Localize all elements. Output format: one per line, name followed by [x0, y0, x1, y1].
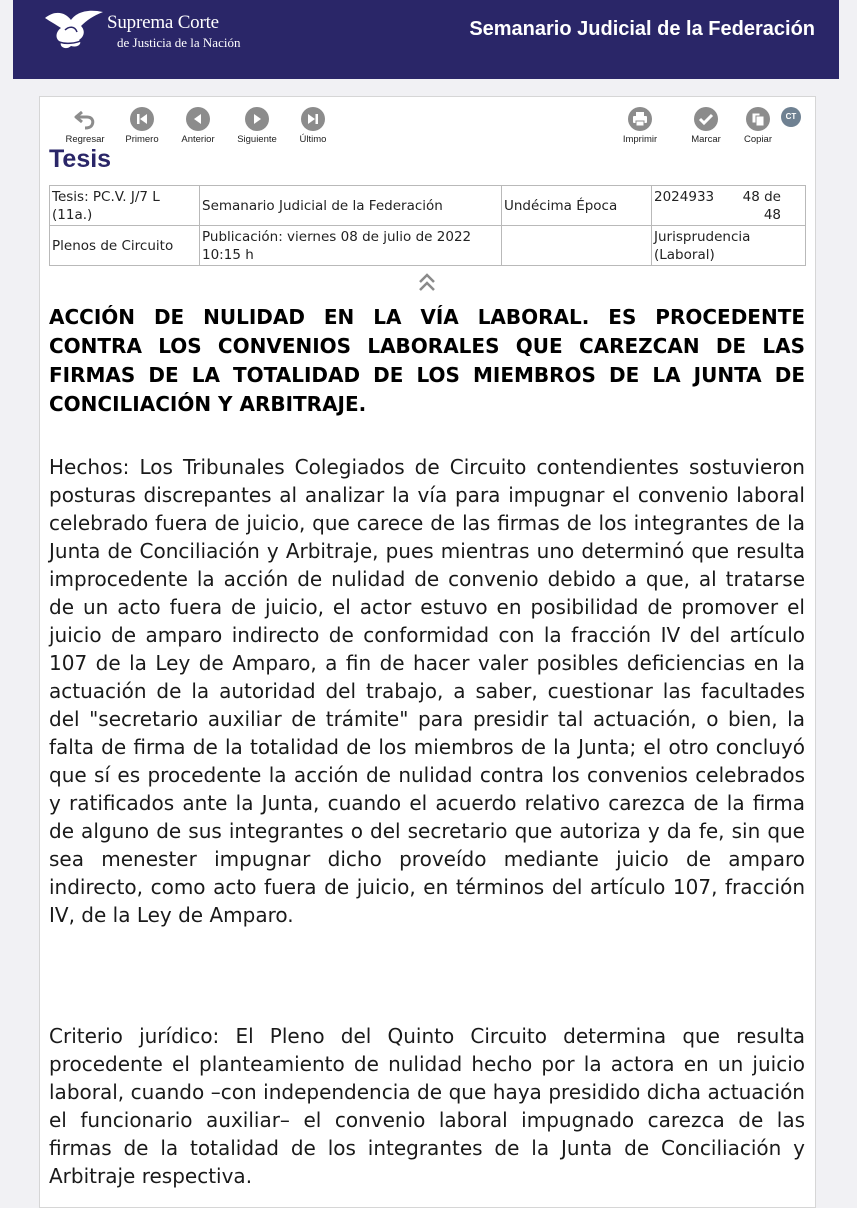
return-arrow-icon: [73, 107, 97, 131]
ultimo-button[interactable]: [285, 107, 341, 147]
tesis-heading: ACCIÓN DE NULIDAD EN LA VÍA LABORAL. ES PROCEDENTE CONTRA LOS CONVENIOS LABORALES QUE CAREZCAN DE LAS FIRMAS DE LA TOTALIDAD DE LOS MIEMBROS DE LA JUNTA DE CONCILIACIÓN Y ARBITRAJE.: [49, 305, 805, 416]
eagle-emblem-icon: [41, 6, 107, 50]
logo-title: Suprema Corte: [107, 12, 219, 33]
table-row: [50, 226, 806, 266]
copiar-button[interactable]: [730, 107, 786, 147]
registro-cell: [652, 186, 806, 226]
marcar-label: Marcar: [691, 134, 721, 145]
hechos-paragraph: Hechos: Los Tribunales Colegiados de Circuito contendientes sostuvieron posturas discrepantes al analizar la vía para impugnar el convenio laboral celebrado fuera de juicio, que carece de las firmas de los integrantes de la Junta de Conciliación y Arbitraje, pues mientras uno determinó que resulta improcedente la acción de nulidad de convenio debido a que, al tratarse de un acto fuera de juicio, el actor estuvo en posibilidad de promover el juicio de amparo indirecto de conformidad con la fracción IV del artículo 107 de la Ley de Amparo, a fin de hacer valer posibles deficiencias en la actuación de la autoridad del trabajo, a saber, cuestionar las facultades del "secretario auxiliar de trámite" para presidir tal actuación, o bien, la falta de firma de la totalidad de los miembros de la Junta; el otro concluyó que sí es procedente la acción de nulidad contra los convenios celebrados y ratificados ante la Junta, cuando el acuerdo relativo carezca de la firma de alguno de sus integrantes o del secretario que autoriza y da fe, sin que sea menester impugnar dicho proveído mediante juicio de amparo indirecto, como acto fuera de juicio, en términos del artículo 107, fracción IV, de la Ley de Amparo.: [49, 455, 805, 927]
scjn-logo[interactable]: [41, 6, 241, 50]
site-header: [13, 0, 839, 79]
epoca-cell: Undécima Época: [502, 186, 652, 226]
registro-number: 2024933: [654, 188, 715, 205]
marcar-button[interactable]: [678, 107, 734, 147]
siguiente-button[interactable]: [229, 107, 285, 147]
criterio-paragraph: Criterio jurídico: El Pleno del Quinto Circuito determina que resulta procedente el planteamiento de nulidad hecho por la actora en un juicio laboral, cuando –con independencia de que haya presidido dicha actuación el funcionario auxiliar– el convenio laboral impugnado carezca de las firmas de la totalidad de los integrantes de la Junta de Conciliación y Arbitraje respectiva.: [49, 1024, 805, 1188]
copy-icon: [746, 107, 770, 131]
site-title: Semanario Judicial de la Federación: [469, 18, 815, 40]
siguiente-label: Siguiente: [237, 134, 277, 145]
tipo-cell: Jurisprudencia (Laboral): [652, 226, 806, 266]
primero-button[interactable]: [114, 107, 170, 147]
fuente-cell: Semanario Judicial de la Federación: [200, 186, 502, 226]
copiar-label: Copiar: [744, 134, 772, 145]
tesis-number: Tesis: PC.V. J/7 L (11a.): [50, 186, 200, 226]
regresar-label: Regresar: [65, 134, 105, 145]
logo-subtitle: de Justicia de la Nación: [117, 35, 241, 50]
ct-badge-button[interactable]: CT: [781, 107, 801, 127]
checkmark-icon: [694, 107, 718, 131]
last-page-icon: [301, 107, 325, 131]
collapse-chevron-icon[interactable]: [416, 271, 438, 293]
regresar-button[interactable]: [57, 107, 113, 147]
table-row: [50, 186, 806, 226]
primero-label: Primero: [125, 134, 159, 145]
instancia-cell: Plenos de Circuito: [50, 226, 200, 266]
tesis-panel: [39, 96, 816, 1208]
next-icon: [245, 107, 269, 131]
anterior-button[interactable]: [170, 107, 226, 147]
tesis-metadata-table: [49, 185, 806, 266]
imprimir-button[interactable]: [612, 107, 668, 147]
publicacion-cell: Publicación: viernes 08 de julio de 2022 10:15 h: [200, 226, 502, 266]
imprimir-label: Imprimir: [622, 134, 658, 145]
first-page-icon: [130, 107, 154, 131]
position-indicator: 48 de 48: [742, 188, 781, 223]
printer-icon: [628, 107, 652, 131]
page-title: Tesis: [49, 145, 112, 173]
navigation-toolbar: [40, 97, 815, 147]
empty-cell: [502, 226, 652, 266]
ultimo-label: Último: [299, 134, 327, 145]
previous-icon: [186, 107, 210, 131]
anterior-label: Anterior: [181, 134, 215, 145]
